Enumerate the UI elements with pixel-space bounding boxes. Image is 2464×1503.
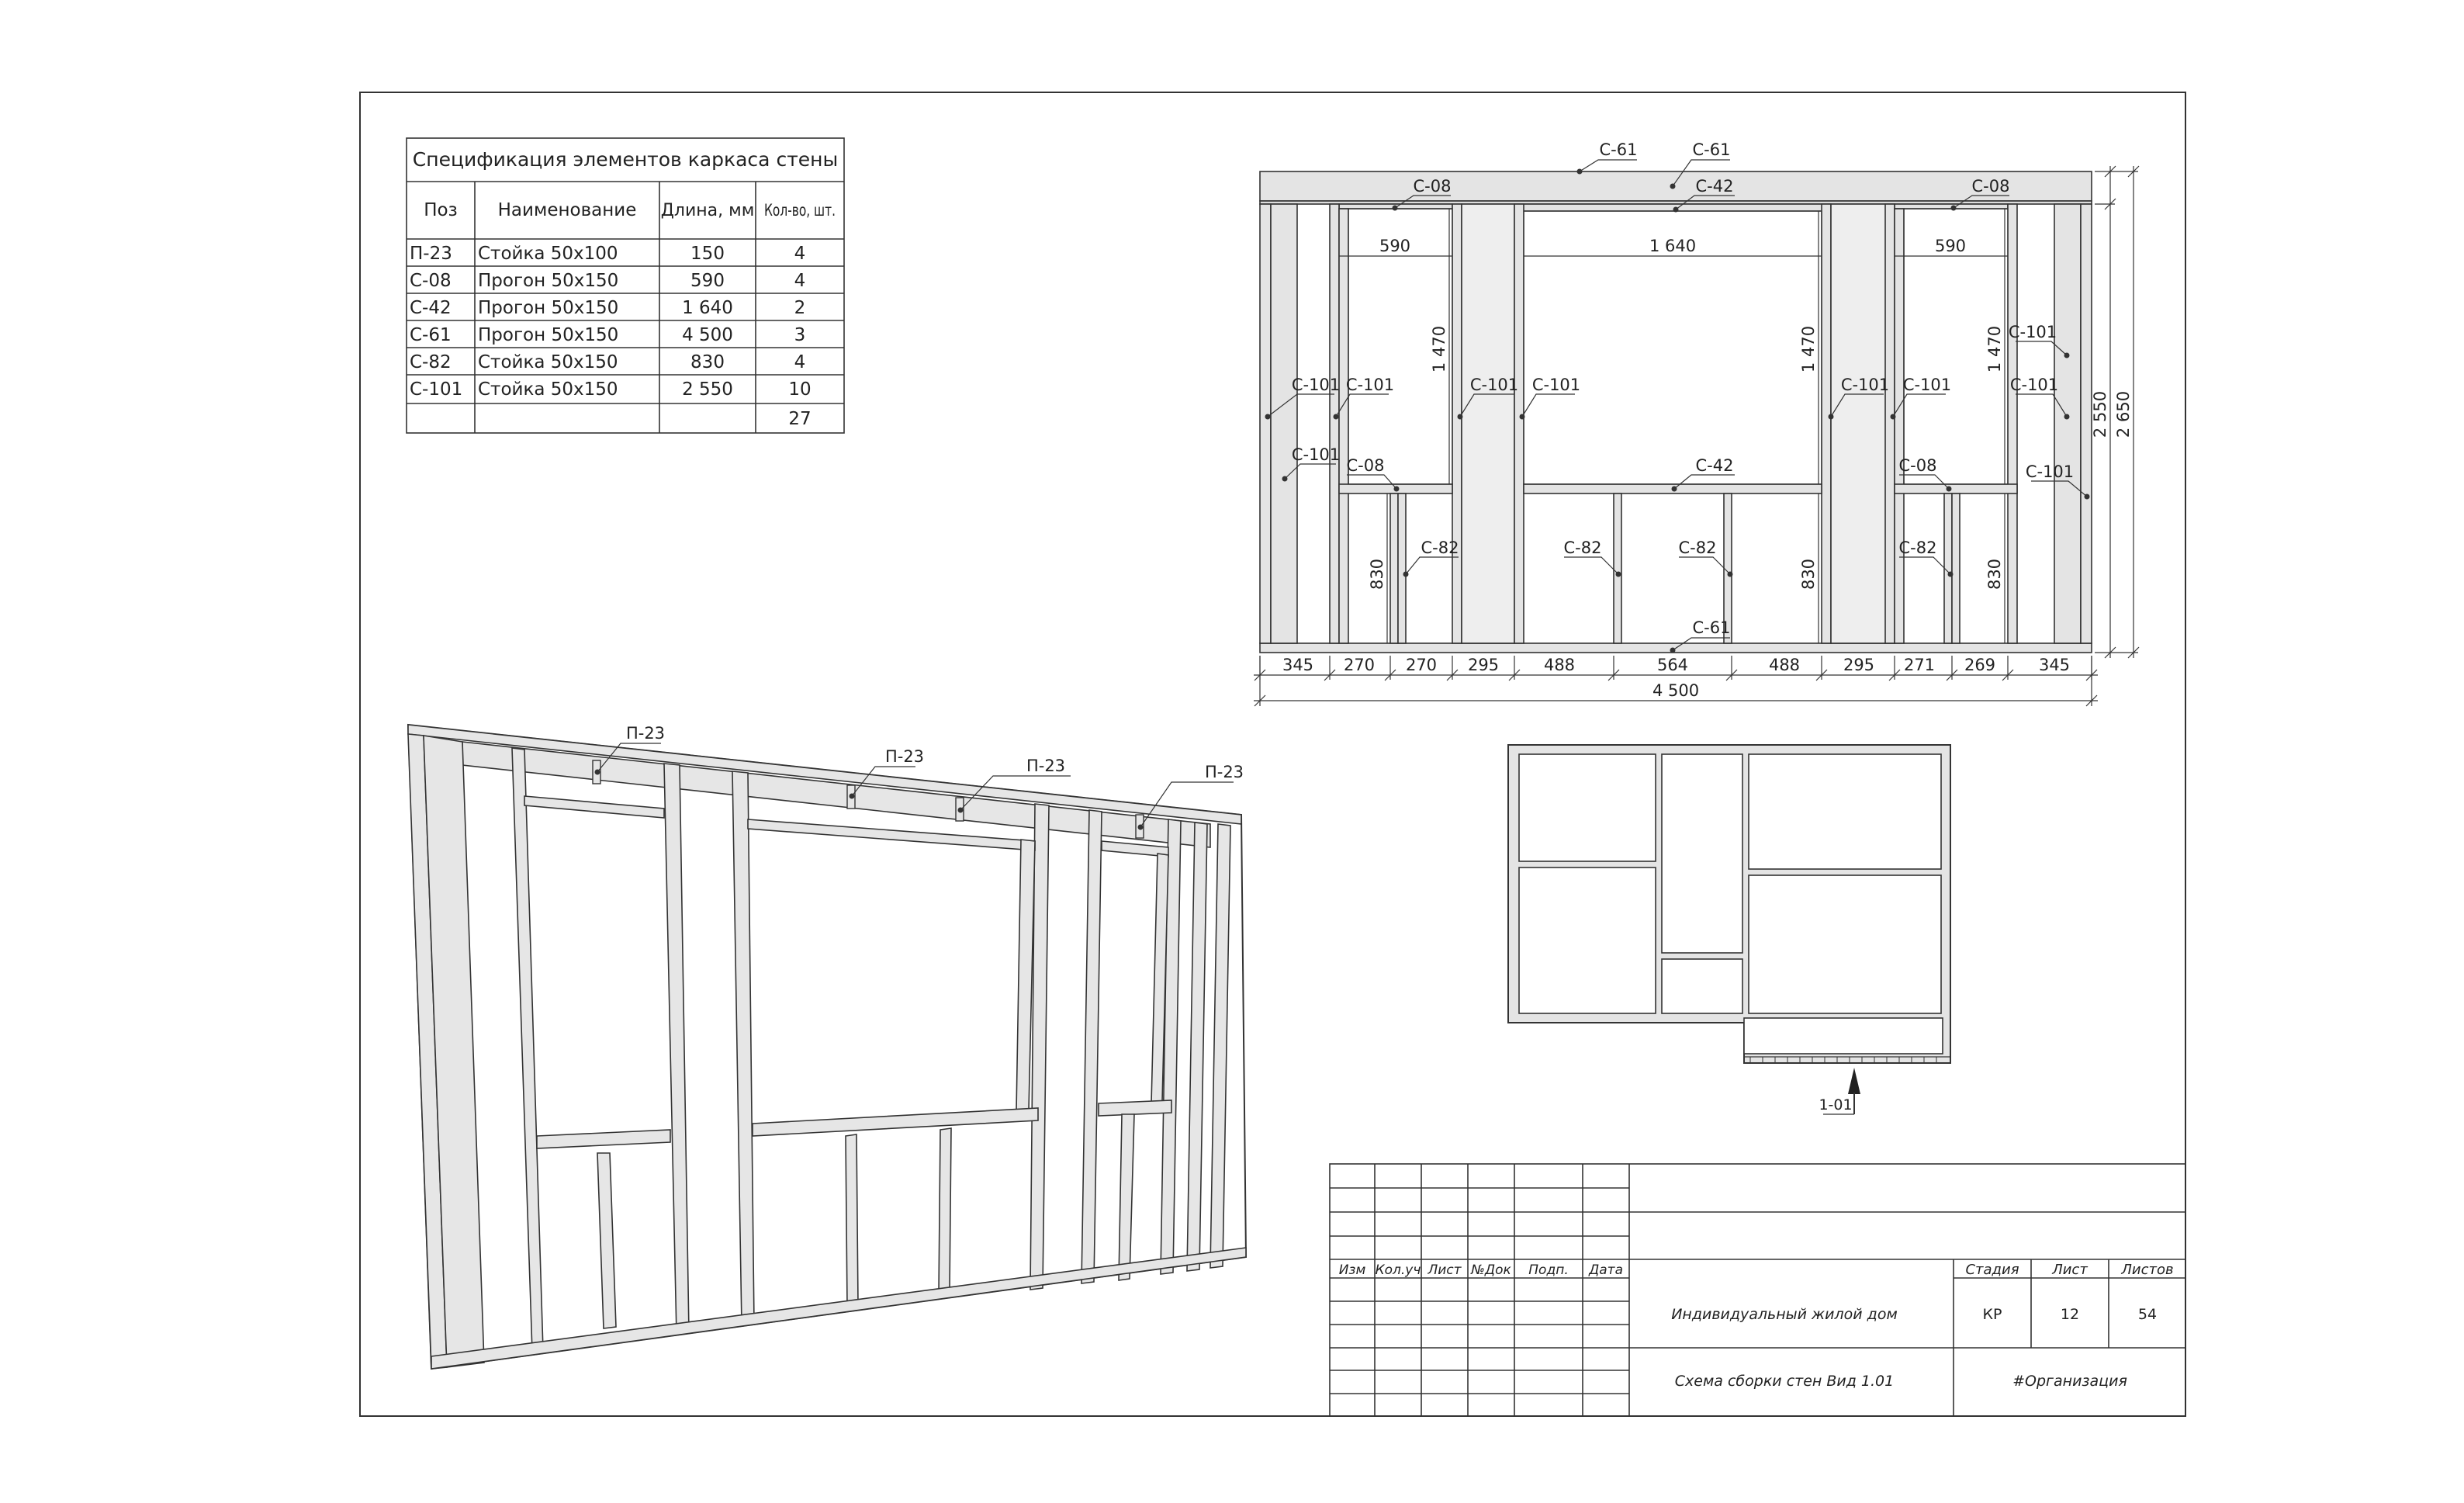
- label-stud: С-101: [1469, 376, 1519, 394]
- tb-organization: #Организация: [2012, 1373, 2127, 1390]
- view-arrow-icon: [1848, 1068, 1860, 1094]
- spec-table-title: Спецификация элементов каркаса стены: [412, 148, 839, 171]
- spec-row-qty: 3: [794, 325, 806, 345]
- label-bottom-plate: С-61: [1692, 618, 1731, 637]
- stud-c101: [1260, 204, 1271, 643]
- label-cripple: С-82: [1898, 539, 1937, 557]
- floor-plan: [1508, 745, 1950, 1114]
- label-c61-a: С-61: [1599, 140, 1638, 159]
- plan-view-marker: 1-01: [1819, 1096, 1853, 1113]
- sill-c08-right: [1895, 484, 2017, 493]
- dim-cripple-left: 830: [1368, 558, 1386, 590]
- stud-c101: [2081, 204, 2092, 643]
- label-iso-p23: П-23: [625, 724, 666, 743]
- header-c42: [1514, 204, 1831, 211]
- spec-row-name: Стойка 50х150: [478, 379, 618, 400]
- dim-overall-width: 4 500: [1652, 681, 1700, 700]
- spec-row-length: 2 550: [682, 379, 733, 400]
- spec-row-qty: 4: [794, 271, 806, 291]
- label-cripple: С-82: [1421, 539, 1459, 557]
- dim-window-left-height: 1 470: [1430, 325, 1448, 373]
- dim-window-left-width: 590: [1379, 237, 1411, 255]
- stud-c101: [1514, 204, 1524, 643]
- spec-row-pos: С-82: [410, 352, 452, 372]
- spec-row-qty: 2: [794, 298, 806, 318]
- dim-bottom: 564: [1656, 656, 1689, 674]
- label-stud: С-101: [1902, 376, 1952, 394]
- specification-table: [407, 138, 844, 433]
- dim-bottom: 271: [1903, 656, 1936, 674]
- spec-header-length: Длина, мм: [660, 201, 755, 220]
- dim-window-right-height: 1 470: [1985, 325, 2004, 373]
- tb-col-podp: Подп.: [1528, 1262, 1569, 1278]
- spec-row-length: 4 500: [682, 325, 733, 345]
- label-iso-p23: П-23: [1204, 763, 1244, 781]
- tb-sheet-title: Схема сборки стен Вид 1.01: [1674, 1373, 1895, 1390]
- stud-c101: [1895, 209, 1904, 643]
- spec-header-pos: Поз: [424, 200, 458, 220]
- dim-window-middle-width: 1 640: [1649, 237, 1697, 255]
- stud-c101: [2008, 204, 2017, 643]
- cripple-c82: [1390, 493, 1398, 643]
- spec-row-name: Прогон 50х150: [478, 271, 619, 291]
- dim-bottom: 295: [1843, 656, 1875, 674]
- dim-bottom: 345: [1282, 656, 1314, 674]
- spec-total-qty: 27: [788, 409, 812, 429]
- label-c42-top: С-42: [1695, 177, 1734, 196]
- wall-elevation: [1254, 140, 2139, 706]
- label-stud: С-101: [1345, 376, 1395, 394]
- label-cripple: С-82: [1678, 539, 1717, 557]
- label-stud: С-101: [2025, 462, 2075, 481]
- spec-row-pos: С-61: [410, 325, 452, 345]
- label-iso-p23: П-23: [1026, 757, 1066, 775]
- tb-stage: КР: [1982, 1306, 2002, 1323]
- label-iso-p23: П-23: [884, 747, 925, 766]
- spec-row-name: Стойка 50х100: [478, 244, 618, 264]
- label-stud: С-101: [1840, 376, 1890, 394]
- dim-cripple-right: 830: [1985, 558, 2004, 590]
- stud-c101: [1330, 204, 1339, 643]
- spec-row-qty: 10: [788, 379, 812, 400]
- spec-row-name: Стойка 50х150: [478, 352, 618, 372]
- stud-c101: [1339, 209, 1348, 643]
- tb-stage-label: Стадия: [1965, 1262, 2019, 1278]
- tb-col-data: Дата: [1588, 1262, 1624, 1278]
- dim-bottom: 295: [1467, 656, 1500, 674]
- label-stud: С-101: [1291, 445, 1341, 464]
- spec-row-name: Прогон 50х150: [478, 325, 619, 345]
- tb-sheet-label: Лист: [2052, 1262, 2088, 1278]
- dim-window-right-width: 590: [1934, 237, 1967, 255]
- cripple-c82: [1944, 493, 1952, 643]
- spec-row-length: 590: [690, 271, 725, 291]
- tb-col-list: Лист: [1428, 1262, 1462, 1278]
- spec-header-qty: Кол-во, шт.: [764, 201, 836, 220]
- label-c08-left: С-08: [1413, 177, 1452, 196]
- tb-col-ndok: №Док: [1471, 1262, 1511, 1278]
- label-cripple: С-82: [1563, 539, 1602, 557]
- top-plate-c61: [1260, 171, 2092, 201]
- dim-bottom: 345: [2038, 656, 2071, 674]
- dim-bottom: 488: [1543, 656, 1576, 674]
- dim-bottom: 488: [1768, 656, 1801, 674]
- label-stud: С-101: [2009, 376, 2059, 394]
- label-stud: С-101: [1531, 376, 1581, 394]
- dim-bottom: 270: [1405, 656, 1438, 674]
- spec-row-qty: 4: [794, 244, 806, 264]
- spec-row-pos: С-101: [410, 379, 463, 400]
- label-sill-left: С-08: [1346, 456, 1385, 475]
- label-c61-b: С-61: [1692, 140, 1731, 159]
- dim-height-outer: 2 650: [2114, 390, 2133, 438]
- stud-c101: [2054, 204, 2081, 643]
- cripple-c82: [1952, 493, 1960, 643]
- tb-project-name: Индивидуальный жилой дом: [1671, 1306, 1898, 1323]
- tb-sheet-no: 12: [2060, 1306, 2080, 1323]
- spec-row-pos: П-23: [410, 244, 452, 264]
- stud-c101: [1822, 204, 1831, 643]
- spec-row-pos: С-08: [410, 271, 452, 291]
- spec-row-length: 150: [690, 244, 725, 264]
- wall-isometric: [408, 724, 1246, 1369]
- label-stud: С-101: [2008, 323, 2057, 341]
- spec-row-qty: 4: [794, 352, 806, 372]
- label-sill-right: С-08: [1898, 456, 1937, 475]
- dim-window-middle-height: 1 470: [1799, 325, 1818, 373]
- dim-cripple-middle: 830: [1799, 558, 1818, 590]
- label-sill-middle: С-42: [1695, 456, 1734, 475]
- tb-col-izm: Изм: [1338, 1262, 1366, 1278]
- dim-bottom: 269: [1964, 656, 1996, 674]
- tb-sheets-total: 54: [2137, 1306, 2158, 1323]
- spec-row-length: 1 640: [682, 298, 733, 318]
- spec-row-length: 830: [690, 352, 725, 372]
- label-stud: С-101: [1291, 376, 1341, 394]
- dim-bottom: 270: [1343, 656, 1376, 674]
- stud-c101: [1271, 204, 1297, 643]
- spec-row-name: Прогон 50х150: [478, 298, 619, 318]
- spec-header-name: Наименование: [497, 200, 637, 220]
- label-c08-right: С-08: [1971, 177, 2010, 196]
- cripple-c82: [1614, 493, 1621, 643]
- tb-col-koluch: Кол.уч: [1375, 1262, 1421, 1278]
- dim-height-inner: 2 550: [2091, 390, 2109, 438]
- stud-c101: [1452, 204, 1462, 643]
- spec-row-pos: С-42: [410, 298, 452, 318]
- stud-c101: [1885, 204, 1895, 643]
- spec-table-text: [410, 148, 838, 429]
- cripple-c82: [1398, 493, 1406, 643]
- tb-sheets-label: Листов: [2121, 1262, 2174, 1278]
